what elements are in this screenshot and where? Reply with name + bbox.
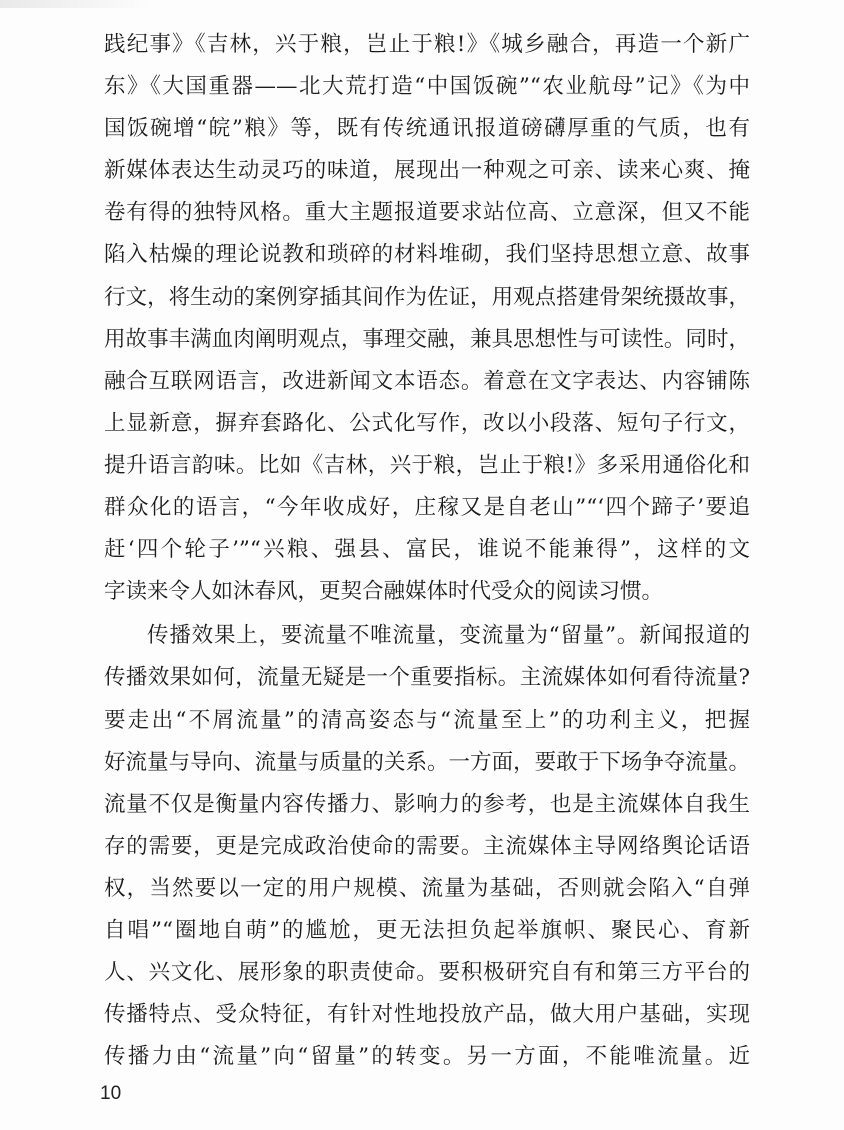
- text-line: 上显新意，摒弃套路化、公式化写作，改以小段落、短句子行文，: [104, 410, 750, 436]
- paragraph-1: [104, 24, 750, 613]
- text-line: 自唱”“圈地自萌”的尴尬，更无法担负起举旗帜、聚民心、育新: [104, 917, 750, 943]
- text-line: 群众化的语言，“今年收成好，庄稼又是自老山”“‘四个蹄子’要追: [104, 495, 750, 521]
- text-line: 陷入枯燥的理论说教和琐碎的材料堆砌，我们坚持思想立意、故事: [104, 242, 750, 268]
- text-line: 传播特点、受众特征，有针对性地投放产品，做大用户基础，实现: [104, 1002, 750, 1028]
- text-line: 传播效果如何，流量无疑是一个重要指标。主流媒体如何看待流量?: [104, 665, 750, 691]
- paragraph-2: [104, 615, 750, 1078]
- text-line: 新媒体表达生动灵巧的味道，展现出一种观之可亲、读来心爽、掩: [104, 158, 750, 184]
- text-line: 赶‘四个轮子’”“兴粮、强县、富民，谁说不能兼得”，这样的文: [104, 537, 750, 563]
- text-line: 卷有得的独特风格。重大主题报道要求站位高、立意深，但又不能: [104, 200, 750, 226]
- page-number: 10: [100, 1083, 122, 1104]
- text-line: 字读来令人如沐春风，更契合融媒体时代受众的阅读习惯。: [104, 579, 664, 605]
- text-line: 践纪事》《吉林，兴于粮，岂止于粮!》《城乡融合，再造一个新广: [104, 32, 750, 57]
- text-line: 存的需要，更是完成政治使命的需要。主流媒体主导网络舆论话语: [104, 833, 750, 859]
- text-line: 行文，将生动的案例穿插其间作为佐证，用观点搭建骨架统摄故事，: [104, 284, 750, 310]
- text-line: 融合互联网语言，改进新闻文本语态。着意在文字表达、内容铺陈: [104, 368, 750, 394]
- text-line: 权，当然要以一定的用户规模、流量为基础，否则就会陷入“自弹: [104, 875, 750, 901]
- text-line-indented: 传播效果上，要流量不唯流量，变流量为“留量”。新闻报道的: [147, 623, 750, 649]
- body-text: [104, 24, 750, 1078]
- text-line: 流量不仅是衡量内容传播力、影响力的参考，也是主流媒体自我生: [104, 791, 750, 817]
- scan-header-mark: [0, 0, 150, 8]
- text-line: 好流量与导向、流量与质量的关系。一方面，要敢于下场争夺流量。: [104, 749, 750, 775]
- text-line: 提升语言韵味。比如《吉林，兴于粮，岂止于粮!》多采用通俗化和: [104, 452, 750, 478]
- text-line: 要走出“不屑流量”的清高姿态与“流量至上”的功利主义，把握: [104, 707, 750, 733]
- text-line: 国饭碗增“皖”粮》等，既有传统通讯报道磅礴厚重的气质，也有: [104, 116, 750, 142]
- text-line: 用故事丰满血肉阐明观点，事理交融，兼具思想性与可读性。同时，: [104, 326, 750, 352]
- text-line: 人、兴文化、展形象的职责使命。要积极研究自有和第三方平台的: [104, 960, 750, 986]
- text-line: 东》《大国重器——北大荒打造“中国饭碗”“农业航母”记》《为中: [104, 74, 750, 100]
- text-line: 传播力由“流量”向“留量”的转变。另一方面，不能唯流量。近: [104, 1044, 750, 1070]
